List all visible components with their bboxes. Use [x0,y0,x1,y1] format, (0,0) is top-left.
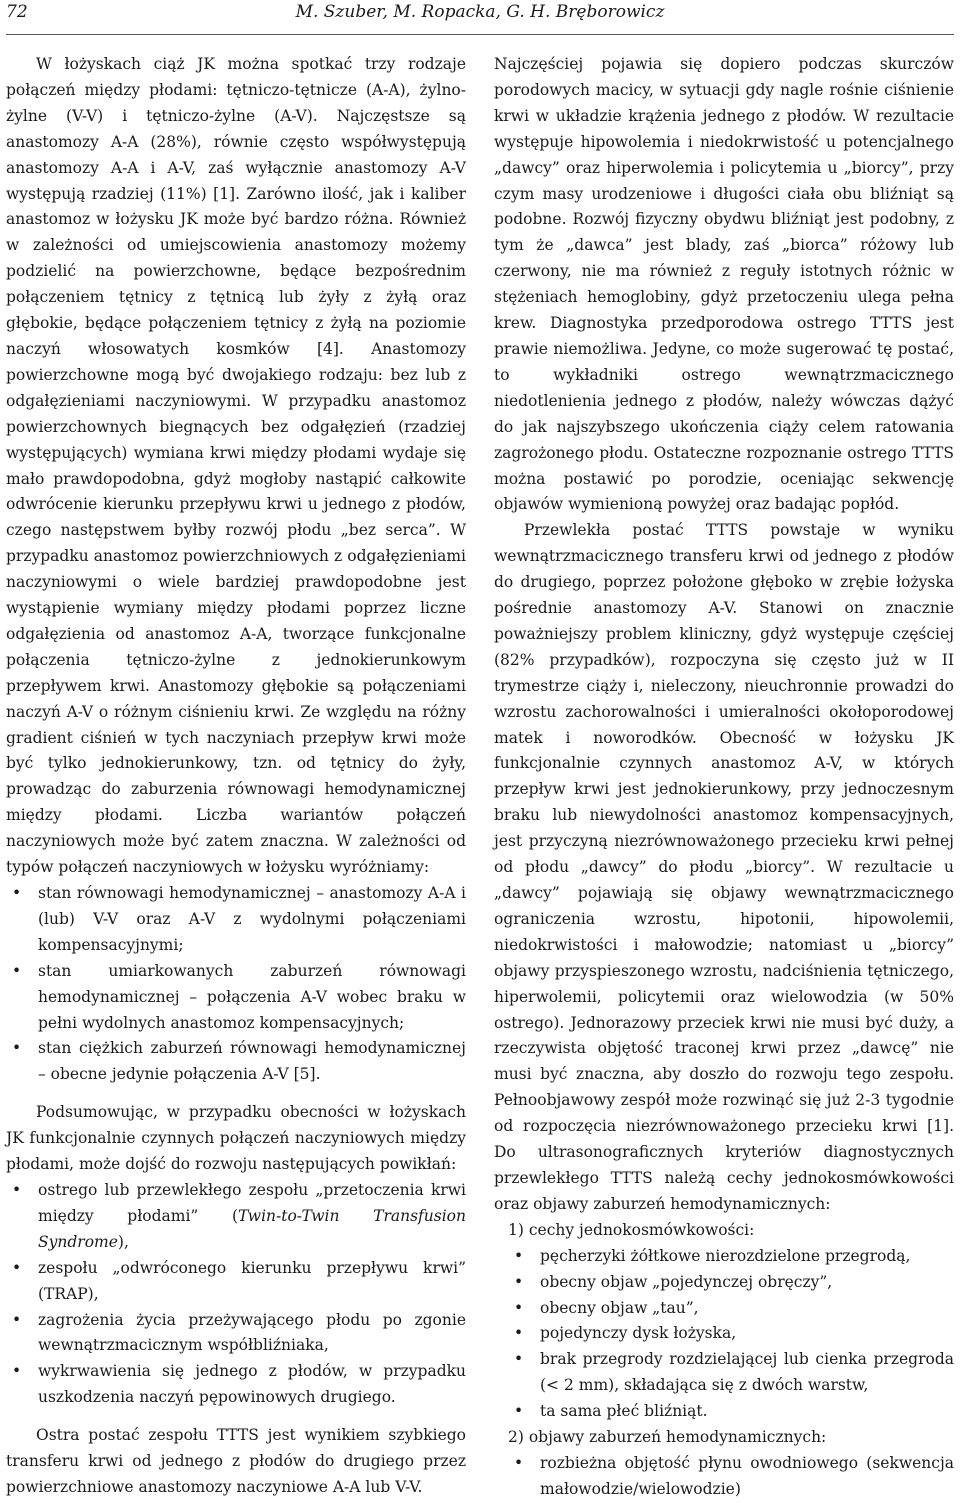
list-item: • pojedynczy dysk łożyska, [508,1321,954,1347]
list-item: • stan ciężkich zaburzeń równowagi hemodynamicznej – obecne jedynie połączenia A-V [5]. [6,1036,466,1088]
paragraph: Przewlekła postać TTTS powstaje w wyniku wewnątrzmacicznego transferu krwi od jednego z płodów do drugiego, poprzez położone głęboko w zrębie łożyska pośrednie anastomozy A-V. Stanowi on znacznie poważniejszy problem kliniczny, gdyż występuje częściej (82% przypadków), rozpoczyna się często już w II trymestrze ciąży i, nieleczony, nieuchronnie prowadzi do wzrostu zachorowalności i umieralności okołoporodowej matek i noworodków. Obecność w łożysku JK funkcjonalnie czynnych anastomoz A-V, w których przepływ krwi jest jednokierunkowy, przy jednoczesnym braku lub niewydolności anastomoz kompensacyjnych, jest przyczyną niezrównoważonego przecieku krwi pełnej od płodu „dawcy” do płodu „biorcy”. W rezultacie u „dawcy” pojawiają się objawy wewnątrzmacicznego ograniczenia wzrostu, hipotonii, hipowolemii, niedokrwistości i małowodzie; natomiast u „biorcy” objawy przyspieszonego wzrostu, nadciśnienia tętniczego, hiperwolemii, policytemii oraz wielowodzia (w 50% ostrego). Jednorazowy przeciek krwi nie musi być duży, a rzeczywista objętość traconej krwi przez „dawcę” nie musi być znaczna, aby doszło do rozwoju tego zespołu. Pełnoobjawowy zespół może rozwinąć się już 2-3 tygodnie od rozpoczęcia niezrównoważonego przecieku krwi [1]. Do ultrasonograficznych kryteriów diagnostycznych przewlekłego TTTS należą cechy jednokosmówkowości oraz objawy zaburzeń hemodynamicznych: [494,521,954,1213]
left-column [6,52,466,1501]
numbered-heading: 2) objawy zaburzeń hemodynamicznych: [508,1428,827,1447]
list-item: • zagrożenia życia przeżywającego płodu po zgonie wewnątrzmacicznym współbliźniaka, [6,1308,466,1360]
list-item: • obecny objaw „tau”, [508,1296,954,1322]
list-item: • wykrwawienia się jednego z płodów, w przypadku uszkodzenia naczyń pępowinowych drugiego. [6,1359,466,1411]
list-item: • stan umiarkowanych zaburzeń równowagi hemodynamicznej – połączenia A-V wobec braku w pełni wydolnych anastomoz kompensacyjnych; [6,959,466,1037]
paragraph: Ostra postać zespołu TTTS jest wynikiem szybkiego transferu krwi od jednego z płodów do drugiego przez powierzchniowe anastomozy naczyniowe A-A lub V-V. [6,1426,466,1496]
list-item: • brak przegrody rozdzielającej lub cienka przegroda (< 2 mm), składająca się z dwóch warstw, [508,1347,954,1399]
paragraph: W łożyskach ciąż JK można spotkać trzy rodzaje połączeń między płodami: tętniczo-tętnicze (A-A), żylno-żylne (V-V) i tętniczo-żylne (A-V). Najczęstsze są anastomozy A-A (28%), równie często współwystępują anastomozy A-A i A-V, zaś wyłącznie anastomozy A-V występują rzadziej (11%) [1]. Zarówno ilość, jak i kaliber anastomoz w łożysku JK może być bardzo różna. Również w zależności od umiejscowienia anastomozy możemy podzielić na powierzchowne, będące bezpośrednim połączeniem tętnicy z tętnicą lub żyły z żyłą oraz głębokie, będące połączeniem tętnicy z żyłą na poziomie naczyń włosowatych kosmków [4]. Anastomozy powierzchowne mogą być dwojakiego rodzaju: bez lub z odgałęzieniami naczyniowymi. W przypadku anastomoz powierzchownych biegnących bez odgałęzień (rzadziej występujących) wymiana krwi między płodami wydaje się mało prawdopodobna, gdyż mogłoby nastąpić całkowite odwrócenie kierunku przepływu krwi u jednego z płodów, czego następstwem byłby rozwój płodu „bez serca”. W przypadku anastomoz powierzchniowych z odgałęzieniami naczyniowymi o wiele bardziej prawdopodobne jest wystąpienie wymiany między płodami poprzez liczne odgałęzienia od anastomoz A-A, tworzące funkcjonalne połączenia tętniczo-żylne z jednokierunkowym przepływem krwi. Anastomozy głębokie są połączeniami naczyń A-V o różnym ciśnieniu krwi. Ze względu na różny gradient ciśnień w tych naczyniach przepływ krwi może być tylko jednokierunkowy, tzn. od tętnicy do żyły, prowadząc do zaburzenia równowagi hemodynamicznej między płodami. Liczba wariantów połączeń naczyniowych może być zatem znaczna. W zależności od typów połączeń naczyniowych w łożysku wyróżniamy: [6,55,466,877]
list-item-text: ostrego lub przewlekłego zespołu „przetoczenia krwi między płodami” ( [38,1180,466,1225]
numbered-heading: 1) cechy jednokosmówkowości: [508,1220,755,1239]
running-title: M. Szuber, M. Ropacka, G. H. Bręborowicz [295,2,665,22]
bullet-list [494,1244,954,1425]
list-item: • stan równowagi hemodynamicznej – anastomozy A-A i (lub) V-V oraz A-V z wydolnymi połączeniami kompensacyjnymi; [6,881,466,959]
list-item: • ta sama płeć bliźniąt. [508,1399,954,1425]
list-item [6,1178,466,1256]
paragraph: Podsumowując, w przypadku obecności w łożyskach JK funkcjonalnie czynnych połączeń naczyniowych między płodami, może dojść do rozwoju następujących powikłań: [6,1103,466,1174]
paragraph: Najczęściej pojawia się dopiero podczas skurczów porodowych macicy, w sytuacji gdy nagle rośnie ciśnienie krwi w układzie krążenia jednego z płodów. W rezultacie występuje hipowolemia i niedokrwistość u potencjalnego „dawcy” oraz hiperwolemia i policytemia u „biorcy”, przy czym masy urodzeniowe i długości ciała obu bliźniąt są podobne. Rozwój fizyczny obydwu bliźniąt jest podobny, z tym że „dawca” jest blady, zaś „biorca” różowy lub czerwony, nie ma również z reguły istotnych różnic w stężeniach hemoglobiny, gdyż przetoczeniu ulega pełna krew. Diagnostyka przedporodowa ostrego TTTS jest prawie niemożliwa. Jedyne, co może sugerować tę postać, to wykładniki ostrego wewnątrzmacicznego niedotlenienia jednego z płodów, należy wówczas dążyć do jak najszybszego ukończenia ciąży celem ratowania zagrożonego płodu. Ostateczne rozpoznanie ostrego TTTS można postawić po porodzie, oceniając sekwencję objawów wymienioną powyżej oraz badając popłód. [494,55,954,514]
list-item-text: ), [117,1232,129,1251]
bullet-list [6,1178,466,1411]
list-item: • pęcherzyki żółtkowe nierozdzielone przegrodą, [508,1244,954,1270]
bullet-list [6,881,466,1088]
list-item: • obecny objaw „pojedynczej obręczy”, [508,1270,954,1296]
list-item: • zespołu „odwróconego kierunku przepływu krwi” (TRAP), [6,1256,466,1308]
list-item: • rozbieżna objętość płynu owodniowego (sekwencja małowodzie/wielowodzie) [508,1451,954,1503]
italic-term: Twin-to-Twin Transfusion Syndrome [38,1206,466,1251]
bullet-list [494,1451,954,1503]
right-column [494,52,954,1503]
page-header [6,0,954,35]
page-number: 72 [6,2,28,22]
